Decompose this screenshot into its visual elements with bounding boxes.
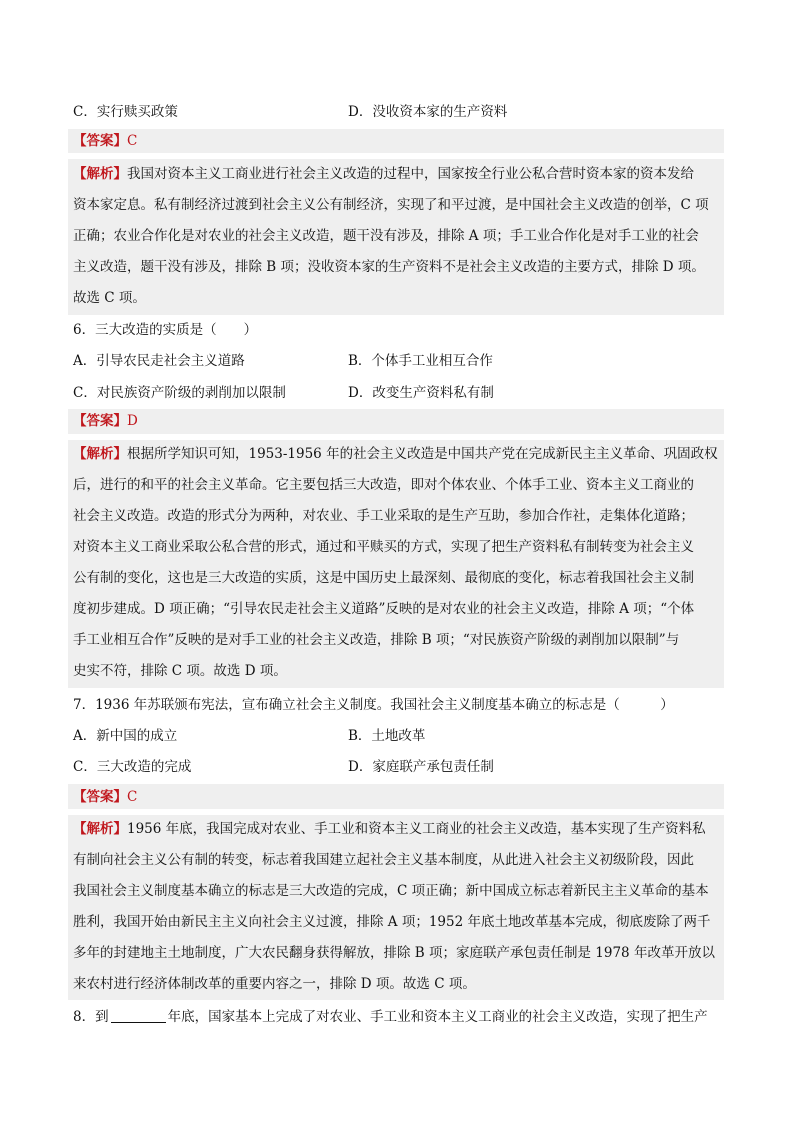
analysis-line: 后，进行的和平的社会主义革命。它主要包括三大改造，即对个体农业、个体手工业、资本主义工商业的 bbox=[73, 477, 694, 493]
analysis-line: 根据所学知识可知，1953-1956 年的社会主义改造是中国共产党在完成新民主主义革命、巩固政权 bbox=[127, 446, 718, 462]
analysis-line: 我国社会主义制度基本确立的标志是三大改造的完成，C 项正确；新中国成立标志着新民主主义革命的基本 bbox=[73, 883, 709, 899]
q7-option-c: C．三大改造的完成 bbox=[73, 759, 192, 775]
analysis-tag: 【解析】 bbox=[73, 446, 127, 462]
analysis-line: 度初步建成。D 项正确；“引导农民走社会主义道路”反映的是对农业的社会主义改造，排除 A 项；“个体 bbox=[73, 601, 695, 617]
q6-analysis-block bbox=[68, 440, 724, 688]
q5-analysis-block bbox=[68, 159, 724, 315]
q5-option-d: D．没收资本家的生产资料 bbox=[348, 104, 508, 120]
q7-analysis-block bbox=[68, 815, 724, 1000]
analysis-line: 正确；农业合作化是对农业的社会主义改造，题干没有涉及，排除 A 项；手工业合作化是对手工业的社会 bbox=[73, 228, 699, 244]
q5-option-c: C．实行赎买政策 bbox=[73, 104, 178, 120]
analysis-line: 故选 C 项。 bbox=[73, 290, 146, 306]
analysis-line: 多年的封建地主土地制度，广大农民翻身获得解放，排除 B 项；家庭联产承包责任制是 1978 年改革开放以 bbox=[73, 945, 715, 961]
q6-option-c: C．对民族资产阶级的剥削加以限制 bbox=[73, 385, 286, 401]
analysis-line: 有制向社会主义公有制的转变，标志着我国建立起社会主义基本制度，从此进入社会主义初级阶段，因此 bbox=[73, 852, 694, 868]
analysis-line: 来农村进行经济体制改革的重要内容之一，排除 D 项。故选 C 项。 bbox=[73, 976, 476, 992]
q8-stem-prefix: 8．到 bbox=[73, 1009, 109, 1025]
answer-tag: 【答案】 bbox=[73, 789, 127, 805]
q8-stem-suffix: 年底，国家基本上完成了对农业、手工业和资本主义工商业的社会主义改造，实现了把生产 bbox=[167, 1009, 708, 1025]
fill-in-blank[interactable] bbox=[111, 1008, 166, 1023]
answer-tag: 【答案】 bbox=[73, 413, 127, 429]
analysis-line: 史实不符，排除 C 项。故选 D 项。 bbox=[73, 663, 287, 679]
analysis-line: 主义改造，题干没有涉及，排除 B 项；没收资本家的生产资料不是社会主义改造的主要方式，排除 D 项。 bbox=[73, 259, 705, 275]
analysis-line: 手工业相互合作”反映的是对手工业的社会主义改造，排除 B 项；“对民族资产阶级的剥削加以限制”与 bbox=[73, 632, 680, 648]
q6-option-b: B．个体手工业相互合作 bbox=[348, 353, 493, 369]
analysis-tag: 【解析】 bbox=[73, 166, 127, 182]
q8-stem bbox=[73, 1007, 708, 1027]
answer-value: C bbox=[127, 789, 138, 805]
analysis-line: 胜利，我国开始由新民主主义向社会主义过渡，排除 A 项；1952 年底土地改革基本完成，彻底废除了两千 bbox=[73, 914, 711, 930]
q6-option-d: D．改变生产资料私有制 bbox=[348, 385, 494, 401]
analysis-tag: 【解析】 bbox=[73, 821, 127, 837]
q7-answer-block bbox=[68, 784, 724, 809]
analysis-line: 对资本主义工商业采取公私合营的形式，通过和平赎买的方式，实现了把生产资料私有制转变为社会主义 bbox=[73, 539, 694, 555]
analysis-line: 资本家定息。私有制经济过渡到社会主义公有制经济，实现了和平过渡，是中国社会主义改造的创举，C 项 bbox=[73, 197, 709, 213]
analysis-line: 社会主义改造。改造的形式分为两种，对农业、手工业采取的是生产互助，参加合作社，走集体化道路； bbox=[73, 508, 694, 524]
q7-option-a: A．新中国的成立 bbox=[73, 728, 178, 744]
answer-value: C bbox=[127, 133, 138, 149]
q6-stem: 6．三大改造的实质是（ ） bbox=[73, 322, 258, 338]
q7-option-d: D．家庭联产承包责任制 bbox=[348, 759, 494, 775]
q7-option-b: B．土地改革 bbox=[348, 728, 426, 744]
q7-stem: 7．1936 年苏联颁布宪法，宣布确立社会主义制度。我国社会主义制度基本确立的标志是（ ） bbox=[73, 697, 674, 713]
analysis-line: 公有制的变化，这也是三大改造的实质，这是中国历史上最深刻、最彻底的变化，标志着我国社会主义制 bbox=[73, 570, 694, 586]
q6-option-a: A．引导农民走社会主义道路 bbox=[73, 353, 245, 369]
q5-answer-block bbox=[68, 129, 724, 153]
q6-answer-block bbox=[68, 409, 724, 434]
answer-tag: 【答案】 bbox=[73, 133, 127, 149]
analysis-line: 我国对资本主义工商业进行社会主义改造的过程中，国家按全行业公私合营时资本家的资本发给 bbox=[127, 166, 694, 182]
answer-value: D bbox=[127, 413, 138, 429]
analysis-line: 1956 年底，我国完成对农业、手工业和资本主义工商业的社会主义改造，基本实现了生产资料私 bbox=[127, 821, 706, 837]
